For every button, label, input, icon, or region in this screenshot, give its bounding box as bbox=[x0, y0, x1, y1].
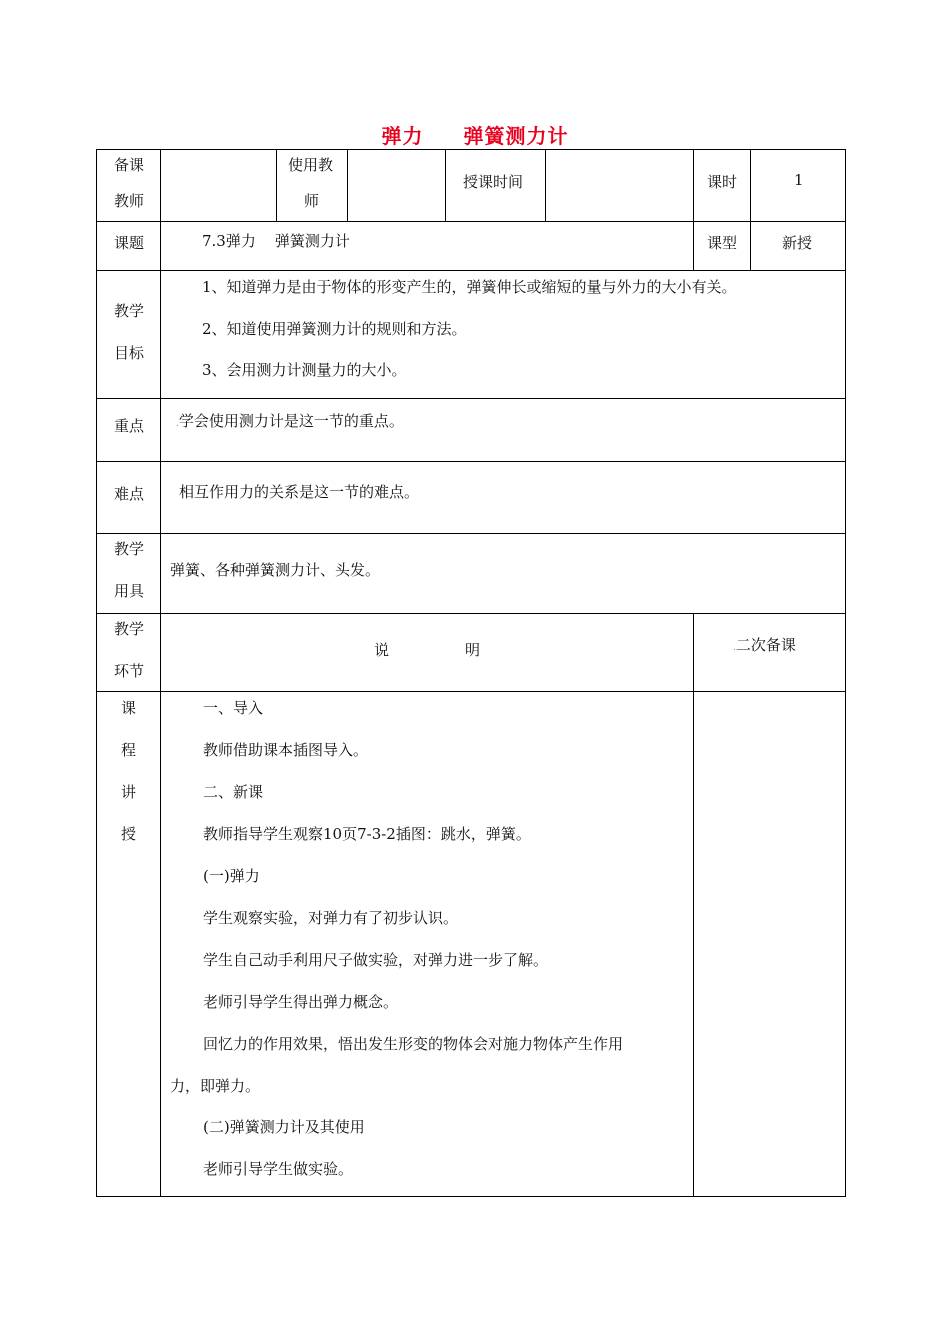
col-divider bbox=[276, 149, 277, 222]
section-label-1: 教学 bbox=[114, 620, 145, 638]
topic-value: 7.3弹力 弹簧测力计 bbox=[202, 232, 350, 250]
title-part-1: 弹力 bbox=[381, 124, 424, 148]
use-teacher-label-1: 使用教 bbox=[288, 156, 334, 174]
row-divider bbox=[96, 691, 846, 692]
lecture-line: 一、导入 bbox=[203, 699, 264, 717]
row-divider bbox=[96, 221, 846, 222]
period-label: 课时 bbox=[707, 173, 738, 191]
title-part-2: 弹簧测力计 bbox=[463, 124, 569, 148]
key-point-value bbox=[176, 410, 404, 431]
period-value: 1 bbox=[794, 171, 804, 189]
tools-label-1: 教学 bbox=[114, 540, 145, 558]
explain-header-1: 说 bbox=[374, 641, 390, 659]
lecture-line: (二)弹簧测力计及其使用 bbox=[203, 1118, 365, 1136]
lecture-label-char: 课 bbox=[121, 699, 137, 717]
anchor-mark: . bbox=[733, 643, 736, 653]
document-title bbox=[0, 120, 950, 149]
second-prep-text: 二次备课 bbox=[735, 636, 796, 654]
table-border-left bbox=[96, 149, 97, 1197]
lecture-line: 教师借助课本插图导入。 bbox=[203, 741, 369, 759]
lecture-line: 老师引导学生做实验。 bbox=[203, 1160, 354, 1178]
difficulty-label: 难点 bbox=[114, 485, 145, 503]
table-border-bottom bbox=[96, 1196, 846, 1197]
lecture-line: 学生观察实验，对弹力有了初步认识。 bbox=[203, 909, 459, 927]
lecture-line: 二、新课 bbox=[203, 783, 264, 801]
table-border-top bbox=[96, 149, 846, 150]
goals-label-2: 目标 bbox=[114, 344, 145, 362]
col-divider bbox=[445, 149, 446, 222]
prep-teacher-label-1: 备课 bbox=[114, 156, 145, 174]
tools-value: 弹簧、各种弹簧测力计、头发。 bbox=[170, 561, 381, 579]
lecture-label-char: 授 bbox=[121, 825, 137, 843]
lecture-line: (一)弹力 bbox=[203, 867, 260, 885]
key-point-text: 学会使用测力计是这一节的重点。 bbox=[178, 412, 404, 430]
col-divider bbox=[750, 149, 751, 271]
lesson-type-value: 新授 bbox=[782, 234, 813, 252]
explain-header-2: 明 bbox=[465, 641, 481, 659]
tools-label-2: 用具 bbox=[114, 582, 145, 600]
goal-item: 2、知道使用弹簧测力计的规则和方法。 bbox=[202, 320, 467, 338]
lesson-type-label: 课型 bbox=[707, 234, 738, 252]
difficulty-value: 相互作用力的关系是这一节的难点。 bbox=[179, 483, 420, 501]
goal-item: 3、会用测力计测量力的大小。 bbox=[202, 361, 407, 379]
lecture-label-char: 讲 bbox=[121, 783, 137, 801]
col-divider bbox=[160, 149, 161, 1197]
anchor-mark: . bbox=[176, 419, 179, 429]
row-divider bbox=[96, 461, 846, 462]
col-divider bbox=[545, 149, 546, 222]
col-divider bbox=[693, 613, 694, 1197]
lecture-line: 教师指导学生观察10页7-3-2插图：跳水，弹簧。 bbox=[203, 825, 531, 843]
key-point-label: 重点 bbox=[114, 417, 145, 435]
prep-teacher-label-2: 教师 bbox=[114, 192, 145, 210]
lecture-line: 回忆力的作用效果，悟出发生形变的物体会对施力物体产生作用 bbox=[203, 1035, 624, 1053]
col-divider bbox=[347, 149, 348, 222]
second-prep-header bbox=[733, 634, 796, 655]
lecture-line: 力，即弹力。 bbox=[170, 1077, 261, 1095]
use-teacher-label-2: 师 bbox=[304, 192, 320, 210]
lecture-line: 学生自己动手利用尺子做实验，对弹力进一步了解。 bbox=[203, 951, 549, 969]
lesson-time-label: 授课时间 bbox=[463, 173, 524, 191]
row-divider bbox=[96, 613, 846, 614]
table-border-right bbox=[845, 149, 846, 1197]
row-divider bbox=[96, 533, 846, 534]
lecture-label-char: 程 bbox=[121, 741, 137, 759]
lecture-line: 老师引导学生得出弹力概念。 bbox=[203, 993, 399, 1011]
row-divider bbox=[96, 398, 846, 399]
row-divider bbox=[96, 270, 846, 271]
col-divider bbox=[693, 149, 694, 271]
topic-label: 课题 bbox=[114, 234, 145, 252]
goal-item: 1、知道弹力是由于物体的形变产生的，弹簧伸长或缩短的量与外力的大小有关。 bbox=[202, 278, 737, 296]
goals-label-1: 教学 bbox=[114, 302, 145, 320]
section-label-2: 环节 bbox=[114, 662, 145, 680]
